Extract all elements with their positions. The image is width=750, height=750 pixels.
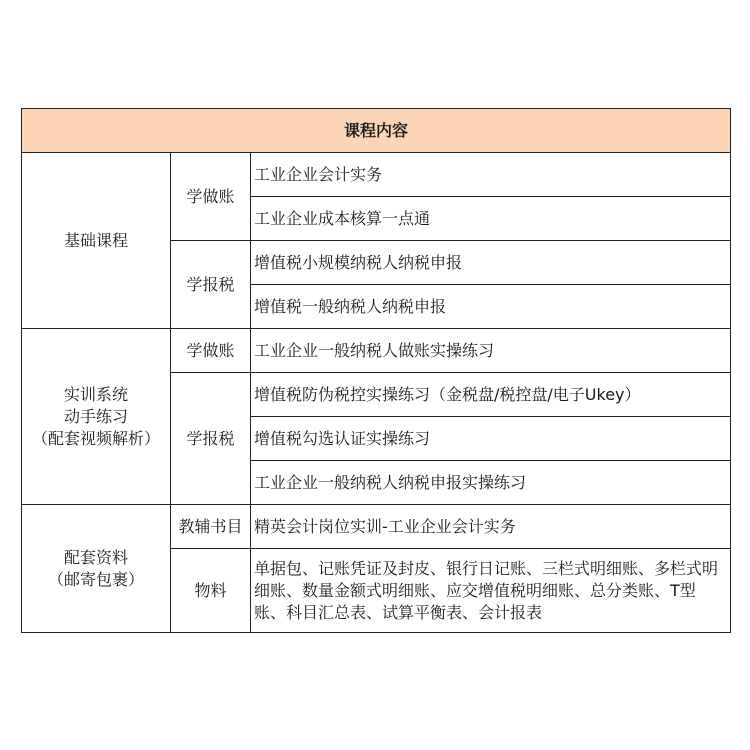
category-supporting-materials xyxy=(22,505,171,633)
course-item: 工业企业成本核算一点通 xyxy=(251,197,731,241)
course-item: 增值税小规模纳税人纳税申报 xyxy=(251,241,731,285)
table-row xyxy=(22,329,731,373)
category-line: 配套资料 xyxy=(63,547,128,567)
category-line: 动手练习 xyxy=(63,406,128,426)
group-label-learn-accounting: 学做账 xyxy=(171,329,251,373)
table-header-row xyxy=(22,109,731,153)
course-item: 工业企业一般纳税人纳税申报实操练习 xyxy=(251,461,731,505)
category-line: （配套视频解析） xyxy=(31,428,160,448)
group-label-learn-tax-filing: 学报税 xyxy=(171,241,251,329)
course-item: 增值税防伪税控实操练习（金税盘/税控盘/电子Ukey） xyxy=(251,373,731,417)
group-label-learn-tax-filing: 学报税 xyxy=(171,373,251,505)
category-training-system xyxy=(22,329,171,505)
group-label-materials: 物料 xyxy=(171,549,251,633)
course-item: 工业企业一般纳税人做账实操练习 xyxy=(251,329,731,373)
table-title: 课程内容 xyxy=(22,109,731,153)
group-label-textbooks: 教辅书目 xyxy=(171,505,251,549)
course-content-table xyxy=(21,108,731,633)
table-row xyxy=(22,505,731,549)
course-item: 增值税一般纳税人纳税申报 xyxy=(251,285,731,329)
table-row xyxy=(22,153,731,197)
group-label-learn-accounting: 学做账 xyxy=(171,153,251,241)
course-item: 增值税勾选认证实操练习 xyxy=(251,417,731,461)
category-basic-course xyxy=(22,153,171,329)
course-item-materials-list: 单据包、记账凭证及封皮、银行日记账、三栏式明细账、多栏式明细账、数量金额式明细账、应交增值税明细账、总分类账、T型账、科目汇总表、试算平衡表、会计报表 xyxy=(251,549,731,633)
category-line: 基础课程 xyxy=(63,230,128,250)
category-line: 实训系统 xyxy=(63,384,128,404)
course-item: 精英会计岗位实训-工业企业会计实务 xyxy=(251,505,731,549)
course-item: 工业企业会计实务 xyxy=(251,153,731,197)
category-line: （邮寄包裹） xyxy=(47,569,144,589)
